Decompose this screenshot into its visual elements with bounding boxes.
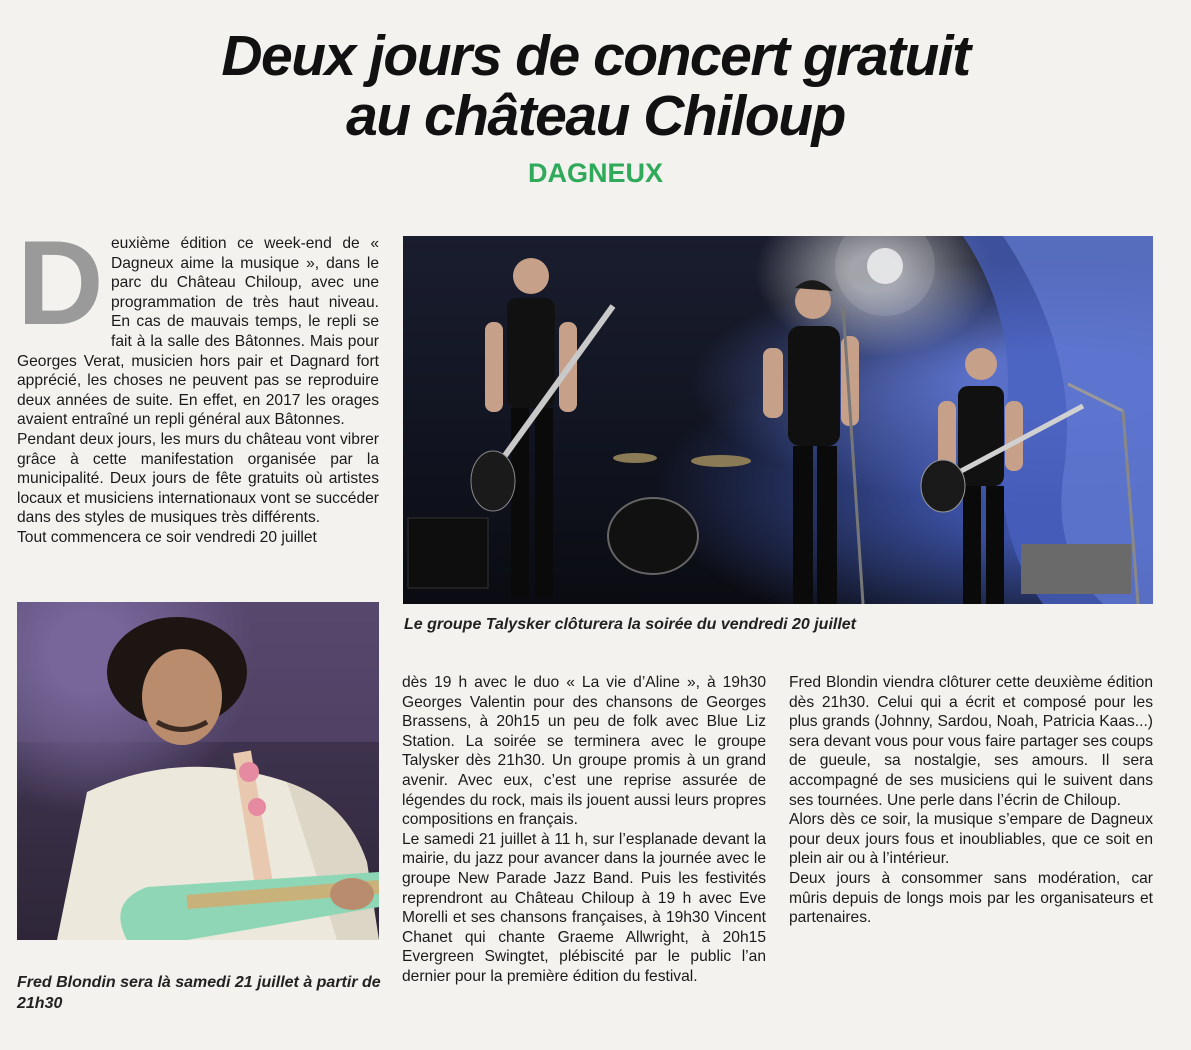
article-column-3 xyxy=(789,673,1153,928)
fred-photo-illustration xyxy=(17,602,379,940)
paragraph-saturday-program: Le samedi 21 juillet à 11 h, sur l’esplanade devant la mairie, du jazz pour avancer dans la journée avec le groupe New Parade Jazz Band. Puis les festivités reprendront au Château Chiloup à 19 h avec Eve Morelli et ses chansons françaises, à 19h30 Vincent Chanet qui chante Graeme Allwright, à 20h15 Evergreen Swingtet, plébiscité par le public l’an dernier pour la première édition du festival. xyxy=(402,830,766,985)
fred-blondin-photo xyxy=(17,602,379,940)
fred-photo-caption: Fred Blondin sera là samedi 21 juillet à partir de 21h30 xyxy=(17,974,381,1012)
paragraph-tonight: Alors dès ce soir, la musique s’empare de Dagneux pour deux jours fous et inoubliables, que ce soit en plein air ou à l’intérieur. xyxy=(789,811,1153,868)
locality-label: DAGNEUX xyxy=(527,158,663,188)
band-photo xyxy=(403,236,1153,604)
dropcap: D xyxy=(17,216,104,350)
paragraph-fred-blondin: Fred Blondin viendra clôturer cette deuxième édition dès 21h30. Celui qui a écrit et composé pour les plus grands (Johnny, Sardou, Noah, Patricia Kaas...) sera devant vous pour vous faire partager ses coups de gueule, sa nostalgie, ses amours. Il sera accompagné de ses musiciens qui le suivent dans ses tournées. Une perle dans l’écrin de Chiloup. xyxy=(789,674,1153,809)
headline-line-2: au château Chiloup xyxy=(346,84,845,148)
article-column-2 xyxy=(402,673,766,987)
paragraph-intro: euxième édition ce week-end de « Dagneux aime la musique », dans le parc du Château Chiloup, avec une programmation de très haut niveau. En cas de mauvais temps, le repli se fait à la salle des Bâtonnes. Mais pour Georges Verat, musicien hors pair et Dagnard fort apprécié, les choses ne peuvent pas se reproduire deux années de suite. En effet, en 2017 les orages avaient entraîné un repli général aux Bâtonnes. xyxy=(17,235,379,429)
paragraph-two-days: Pendant deux jours, les murs du château vont vibrer grâce à cette manifestation organisée par la municipalité. Deux jours de fête gratuits où artistes locaux et musiciens internationaux vont se succéder dans des styles de musiques très différents. xyxy=(17,430,379,527)
band-photo-caption: Le groupe Talysker clôturera la soirée du vendredi 20 juillet xyxy=(404,616,857,633)
headline xyxy=(0,26,1191,146)
band-photo-illustration xyxy=(403,236,1153,604)
headline-line-1: Deux jours de concert gratuit xyxy=(221,24,970,88)
article-column-1 xyxy=(17,216,379,548)
paragraph-friday-start: Tout commencera ce soir vendredi 20 juillet xyxy=(17,528,317,546)
paragraph-conclusion: Deux jours à consommer sans modération, car mûris depuis de longs mois par les organisateurs et partenaires. xyxy=(789,869,1153,927)
paragraph-friday-program: dès 19 h avec le duo « La vie d’Aline », à 19h30 Georges Valentin pour des chansons de Georges Brassens, à 20h15 un peu de folk avec Blue Liz Station. La soirée se terminera avec le groupe Talysker dès 21h30. Un groupe promis à un grand avenir. Avec eux, c’est une reprise assurée de légendes du rock, mais ils jouent aussi leurs propres compositions en français. xyxy=(402,674,766,829)
